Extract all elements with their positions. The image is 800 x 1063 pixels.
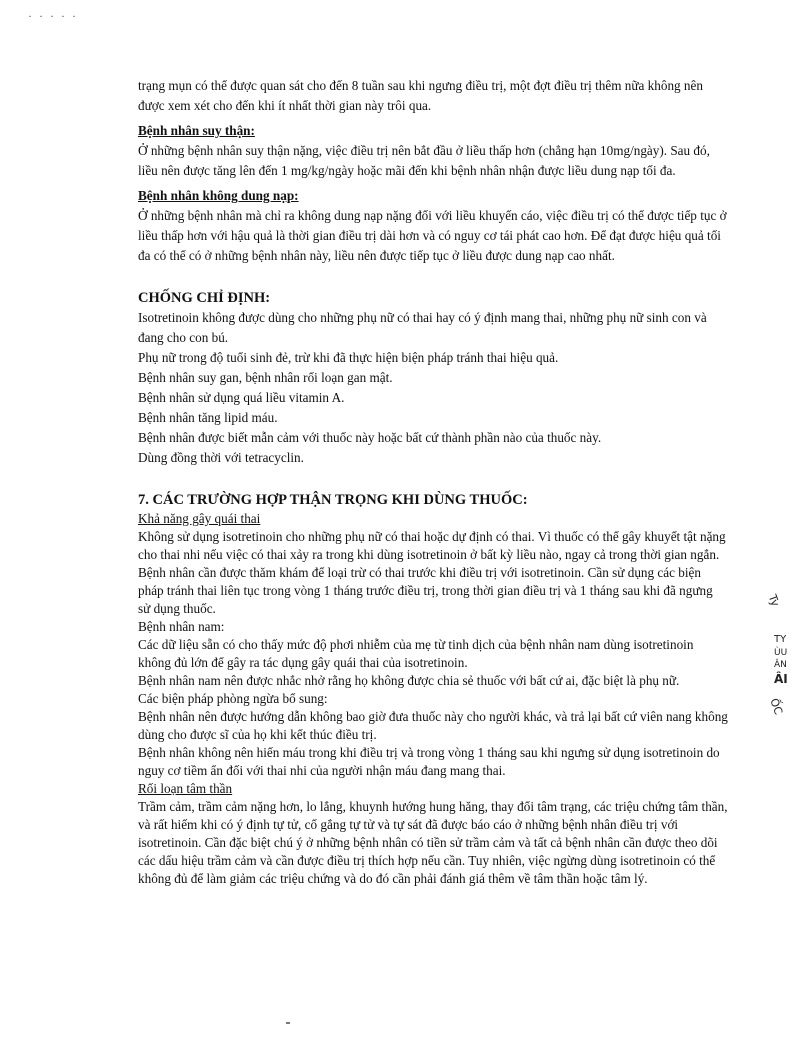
paragraph-teratogenicity: Không sử dụng isotretinoin cho những phụ nữ có thai hoặc dự định có thai. Vì thuốc có thể gây khuyết tật nặng cho thai nhi nếu việc có thai xảy ra trong khi dùng isotretinoin ở bất kỳ liều nào, ngay cả trong thời gian ngắn. Bệnh nhân cần được thăm khám để loại trừ có thai trước khi điều trị với isotretinoin. Cần sử dụng các biện pháp tránh thai liên tục trong vòng 1 tháng trước điều trị, trong thời gian điều trị và 1 tháng sau khi đã ngưng sử dụng thuốc. [138,529,726,616]
subheading-psychiatric: Rối loạn tâm thần [138,781,233,796]
list-item: Bệnh nhân được biết mẫn cảm với thuốc này hoặc bất cứ thành phần nào của thuốc này. [138,430,602,445]
heading-precautions: 7. CÁC TRƯỜNG HỢP THẬN TRỌNG KHI DÙNG THUỐC: [138,492,528,508]
subheading-additional-precautions: Các biện pháp phòng ngừa bổ sung: [138,691,328,706]
list-item: Isotretinoin không được dùng cho những phụ nữ có thai hay có ý định mang thai, những phụ nữ sinh con và đang cho con bú. [138,310,707,345]
paragraph-male-1: Các dữ liệu sẵn có cho thấy mức độ phơi nhiễm của mẹ từ tinh dịch của bệnh nhân nam dùng isotretinoin không đủ lớn để gây ra tác dụng gây quái thai của isotretinoin. [138,637,694,670]
scan-specks: · · · · · [28,9,78,23]
paragraph-precautions-1: Bệnh nhân nên được hướng dẫn không bao giờ đưa thuốc này cho người khác, và trả lại bất cứ viên nang không dùng cho được sĩ của họ khi kết thúc điều trị. [138,709,728,742]
subheading-teratogenicity: Khả năng gây quái thai [138,511,261,526]
list-item: Bệnh nhân suy gan, bệnh nhân rối loạn gan mật. [138,370,393,385]
paragraph-intolerant: Ở những bệnh nhân mà chỉ ra không dung nạp nặng đối với liều khuyến cáo, việc điều trị có thể được tiếp tục ở liều thấp hơn với hậu quả là thời gian điều trị dài hơn và có nguy cơ tái phát cao hơn. Để đạt được hiệu quả tối đa có thể có ở những bệnh nhân này, liều nên được tiếp tục ở liều được dung nạp cao nhất. [138,208,727,263]
stamp-text: ÂI [774,672,788,686]
stamp-text: ÙU [774,648,788,658]
paragraph-psychiatric: Trầm cảm, trầm cảm nặng hơn, lo lắng, khuynh hướng hung hăng, thay đổi tâm trạng, các triệu chứng tâm thần, và rất hiếm khi có ý định tự tử, cố gắng tự tử và tự sát đã được báo cáo ở những bệnh nhân điều trị với isotretinoin. Cần đặc biệt chú ý ở những bệnh nhân có tiền sử trầm cảm và tất cả bệnh nhân cần được theo dõi các dấu hiệu trầm cảm và cần được điều trị thích hợp nếu cần. Tuy nhiên, việc ngừng dùng isotretinoin có thể không đủ để làm giảm các triệu chứng và do đó cần phải đánh giá thêm về tâm thần hoặc tâm lý. [138,799,728,886]
heading-intolerant: Bệnh nhân không dung nạp: [138,188,299,203]
stamp-text: ỐC [767,696,786,717]
list-item: Bệnh nhân sử dụng quá liều vitamin A. [138,390,345,405]
company-stamp-fragment [752,590,792,740]
list-item: Bệnh nhân tăng lipid máu. [138,410,278,425]
paragraph-male-2: Bệnh nhân nam nên được nhắc nhở rằng họ không được chia sẻ thuốc với bất cứ ai, đặc biệt là phụ nữ. [138,673,680,688]
list-item: Phụ nữ trong độ tuổi sinh đẻ, trừ khi đã thực hiện biện pháp tránh thai hiệu quả. [138,350,559,365]
stamp-text: Ty [765,592,782,609]
scan-speck [286,1022,290,1024]
list-item: Dùng đồng thời với tetracyclin. [138,450,304,465]
contraindication-list [138,308,728,468]
paragraph-renal: Ở những bệnh nhân suy thận nặng, việc điều trị nên bắt đầu ở liều thấp hơn (chẳng hạn 10mg/ngày). Sau đó, liều nên được tăng lên đến 1 mg/kg/ngày hoặc mãi đến khi bệnh nhân nhận được liều dung nạp tối đa. [138,143,710,178]
document-body [138,76,728,888]
stamp-text: ÂN [774,660,787,670]
subheading-male-patients: Bệnh nhân nam: [138,619,225,634]
paragraph-precautions-2: Bệnh nhân không nên hiến máu trong khi điều trị và trong vòng 1 tháng sau khi ngưng sử dụng isotretinoin do nguy cơ tiềm ẩn đối với thai nhi của người nhận máu đang mang thai. [138,745,720,778]
heading-contraindications: CHỐNG CHỈ ĐỊNH: [138,290,271,306]
heading-renal: Bệnh nhân suy thận: [138,123,255,138]
stamp-text: TY [774,634,787,645]
paragraph-intro: trạng mụn có thể được quan sát cho đến 8 tuần sau khi ngưng điều trị, một đợt điều trị thêm nữa không nên được xem xét cho đến khi ít nhất thời gian này trôi qua. [138,78,703,113]
